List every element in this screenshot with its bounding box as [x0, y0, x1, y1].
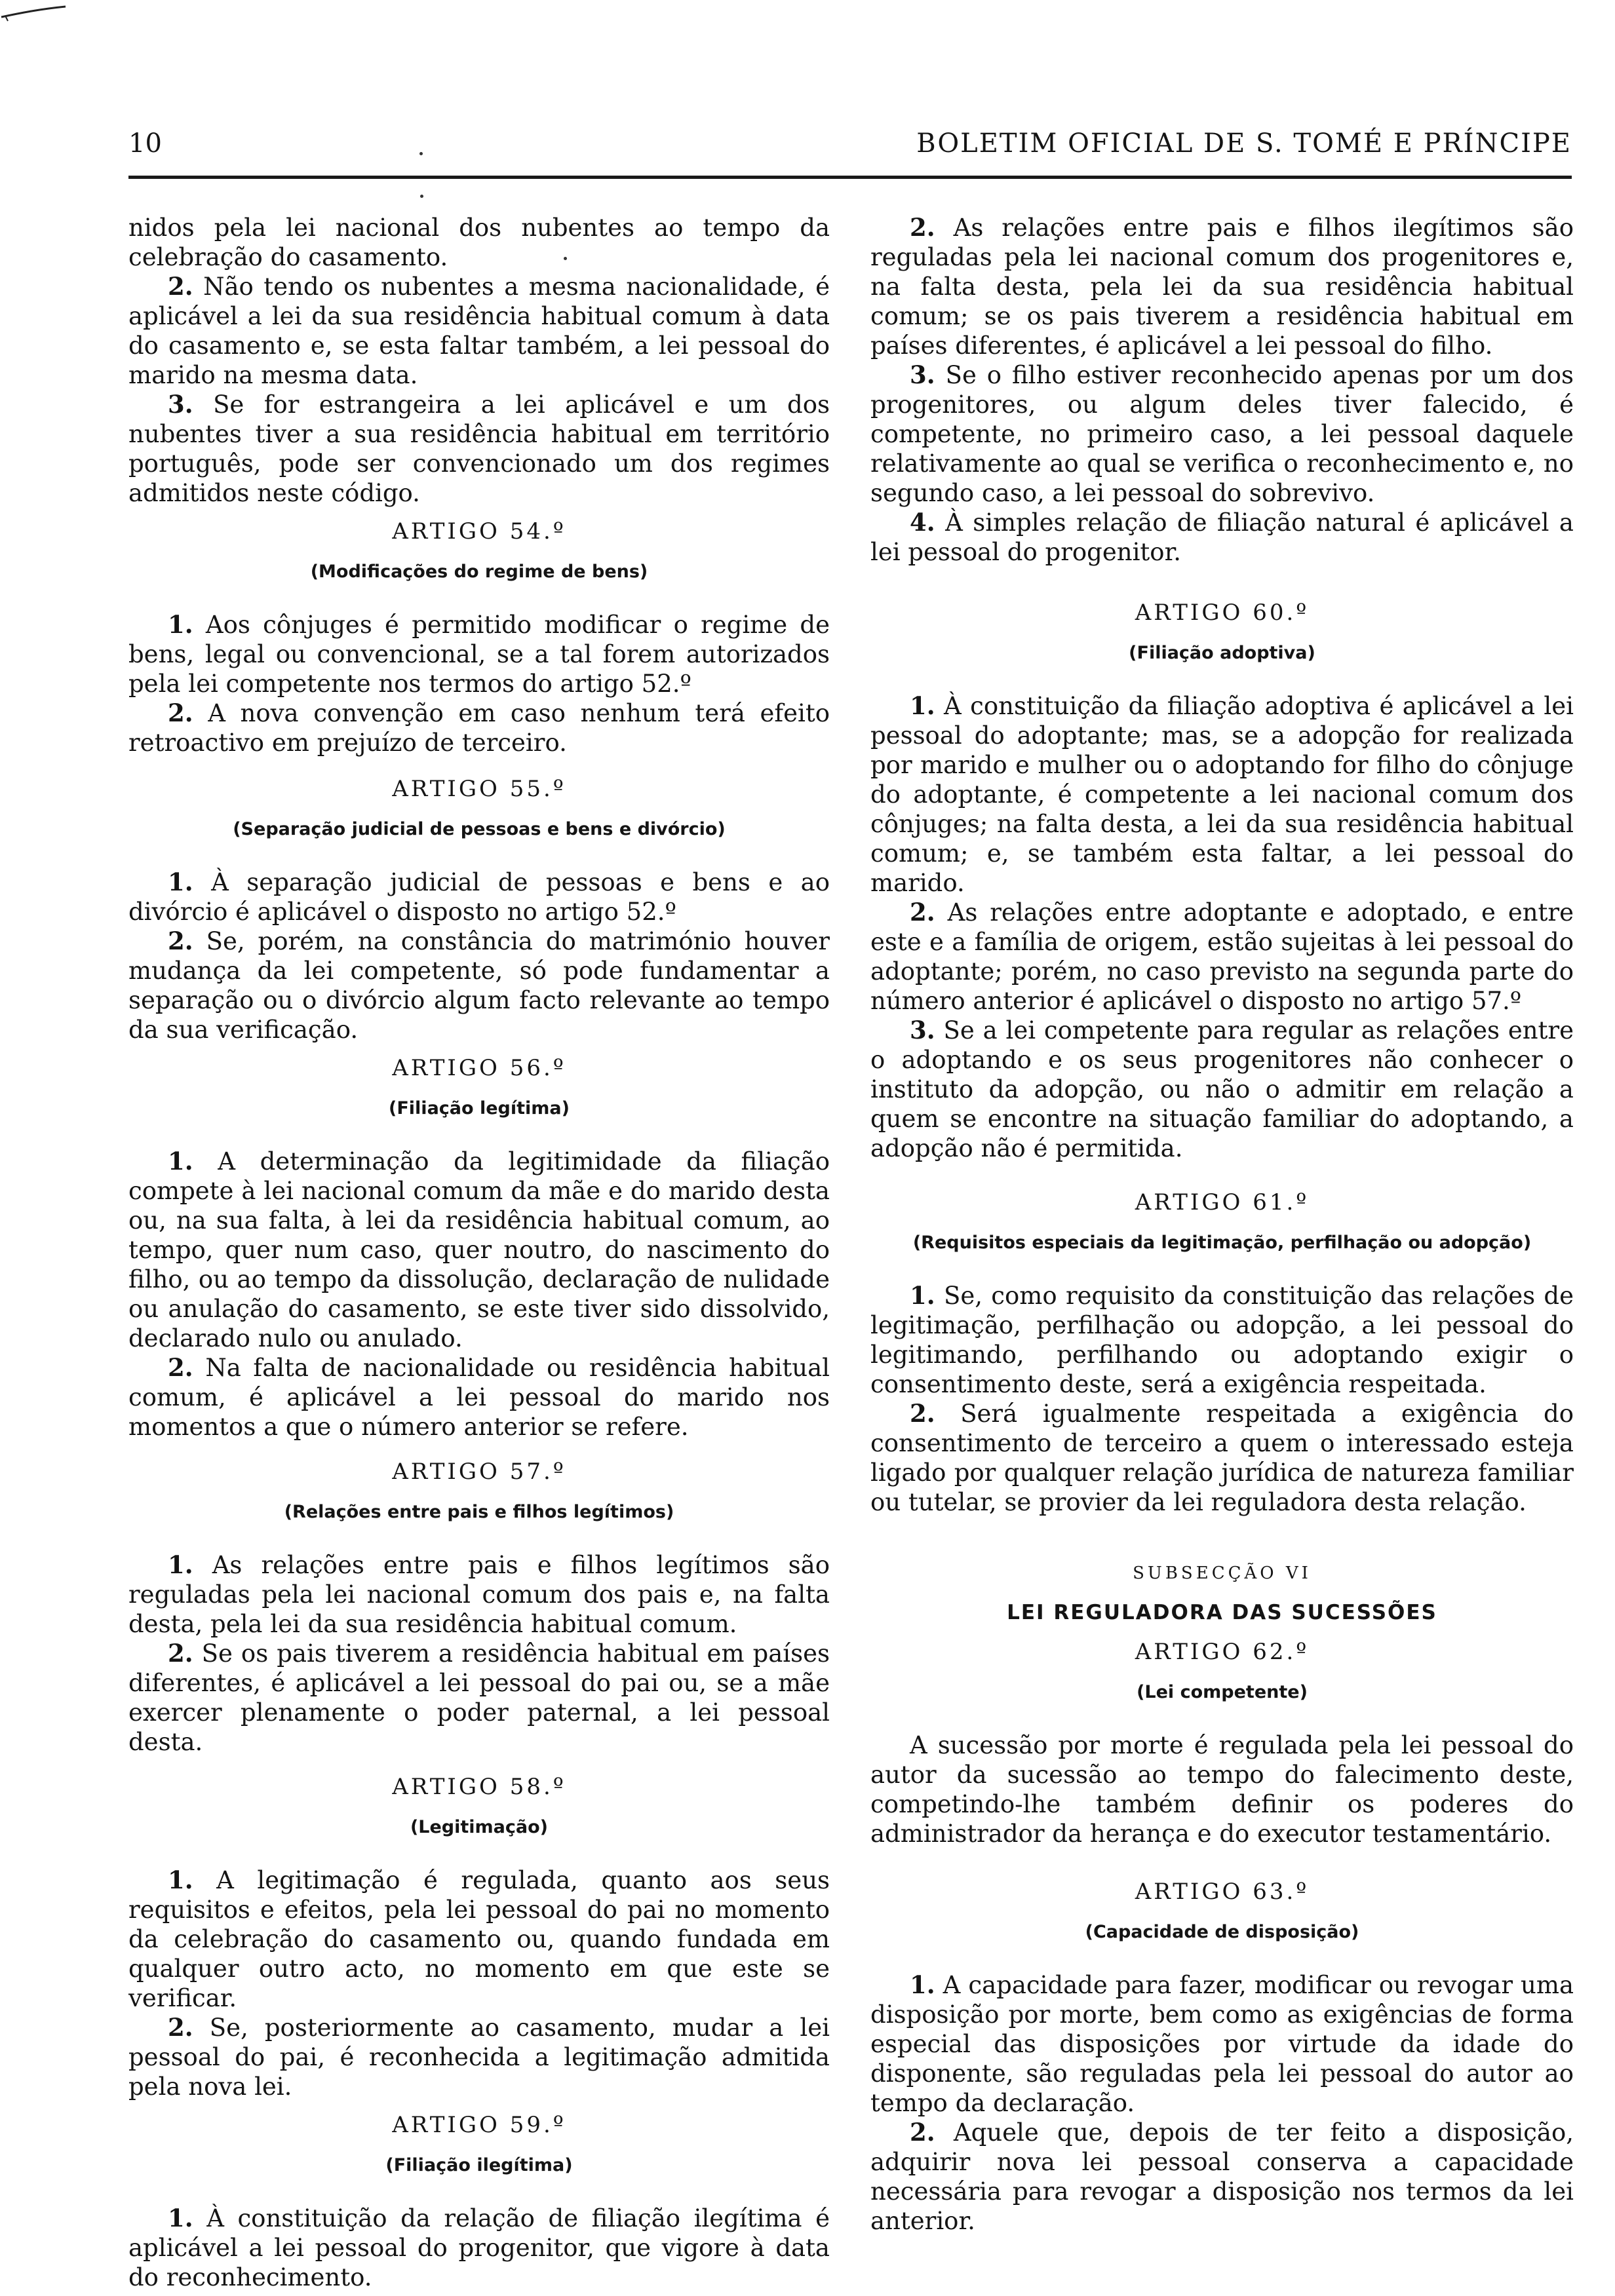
article-title: (Lei competente): [1137, 1682, 1308, 1702]
right-column: [870, 213, 1574, 2236]
article-title: (Modificações do regime de bens): [310, 562, 648, 582]
article-title: (Legitimação): [410, 1817, 549, 1837]
scan-mark: [0, 4, 68, 22]
paragraph: 2. Será igualmente respeitada a exigência do consentimento de terceiro a quem o interessado esteja ligado por qualquer relação jurídica de natureza familiar ou tutelar, se provier da lei reguladora desta relação.: [870, 1399, 1574, 1516]
paragraph: 1. À constituição da filiação adoptiva é aplicável a lei pessoal do adoptante; mas, se a adopção for realizada por marido e mulher ou o adoptando for filho do cônjuge do adoptante, é competente a lei nacional comum dos cônjuges; na falta desta, a lei da sua residência habitual comum; e, se também esta faltar, a lei pessoal do marido.: [870, 691, 1574, 897]
paragraph: 2. Não tendo os nubentes a mesma nacionalidade, é aplicável a lei da sua residência habitual comum à data do casamento e, se esta faltar também, a lei pessoal do marido na mesma data.: [128, 272, 830, 389]
speck: [419, 152, 423, 155]
subsection-label: SUBSECÇÃO VI: [1133, 1563, 1312, 1583]
speck: [420, 195, 423, 198]
paragraph: 2. Se, porém, na constância do matrimónio houver mudança da lei competente, só pode fundamentar a separação ou o divórcio algum facto relevante ao tempo da sua verificação.: [128, 927, 830, 1044]
article-title: (Filiação adoptiva): [1129, 643, 1315, 663]
paragraph: 2. Se, posteriormente ao casamento, mudar a lei pessoal do pai, é reconhecida a legitimação admitida pela nova lei.: [128, 2013, 830, 2101]
paragraph: 1. A capacidade para fazer, modificar ou revogar uma disposição por morte, bem como as exigências de forma especial das disposições por virtude da idade do disponente, são reguladas pela lei pessoal do autor ao tempo da declaração.: [870, 1970, 1574, 2117]
publication-title: BOLETIM OFICIAL DE S. TOMÉ E PRÍNCIPE: [916, 128, 1572, 159]
paragraph: 1. A determinação da legitimidade da filiação compete à lei nacional comum da mãe e do marido desta ou, na sua falta, à lei da residência habitual comum, ao tempo, quer num caso, quer noutro, do nascimento do filho, ou ao tempo da dissolução, declaração de nulidade ou anulação do casamento, se este tiver sido dissolvido, declarado nulo ou anulado.: [128, 1147, 830, 1352]
paragraph: 2. A nova convenção em caso nenhum terá efeito retroactivo em prejuízo de terceiro.: [128, 698, 830, 757]
left-column: [128, 213, 830, 2292]
article-label: ARTIGO 60.º: [1135, 600, 1310, 626]
paragraph: 2. Aquele que, depois de ter feito a disposição, adquirir nova lei pessoal conserva a capacidade necessária para revogar a disposição nos termos da lei anterior.: [870, 2118, 1574, 2235]
paragraph: 1. À separação judicial de pessoas e bens e ao divórcio é aplicável o disposto no artigo 52.º: [128, 868, 830, 926]
article-title: (Filiação ilegítima): [385, 2155, 573, 2175]
paragraph: 3. Se o filho estiver reconhecido apenas por um dos progenitores, ou algum deles tiver falecido, é competente, no primeiro caso, a lei pessoal daquele relativamente ao qual se verifica o reconhecimento e, no segundo caso, a lei pessoal do sobrevivo.: [870, 360, 1574, 507]
article-title: (Relações entre pais e filhos legítimos): [284, 1502, 674, 1522]
article-label: ARTIGO 63.º: [1135, 1879, 1310, 1905]
paragraph: 3. Se a lei competente para regular as relações entre o adoptando e os seus progenitores não conhecer o instituto da adopção, ou não o admitir em relação a quem se encontre na situação familiar do adoptando, a adopção não é permitida.: [870, 1016, 1574, 1162]
paragraph: 1. Aos cônjuges é permitido modificar o regime de bens, legal ou convencional, se a tal forem autorizados pela lei competente nos termos do artigo 52.º: [128, 610, 830, 698]
paragraph: 3. Se for estrangeira a lei aplicável e um dos nubentes tiver a sua residência habitual em território português, pode ser convencionado um dos regimes admitidos neste código.: [128, 390, 830, 507]
page-number: 10: [128, 128, 162, 159]
subsection-title: LEI REGULADORA DAS SUCESSÕES: [1007, 1601, 1437, 1624]
article-label: ARTIGO 62.º: [1135, 1639, 1310, 1665]
paragraph: 2. As relações entre pais e filhos ilegítimos são reguladas pela lei nacional comum dos progenitores e, na falta desta, pela lei da sua residência habitual comum; se os pais tiverem a residência habitual em países diferentes, é aplicável a lei pessoal do filho.: [870, 213, 1574, 360]
article-title: (Filiação legítima): [389, 1098, 570, 1119]
paragraph: 1. À constituição da relação de filiação ilegítima é aplicável a lei pessoal do progenitor, que vigore à data do reconhecimento.: [128, 2204, 830, 2291]
paragraph: 1. A legitimação é regulada, quanto aos seus requisitos e efeitos, pela lei pessoal do pai no momento da celebração do casamento ou, quando fundada em qualquer outro acto, no momento em que este se verificar.: [128, 1866, 830, 2012]
article-label: ARTIGO 54.º: [392, 518, 566, 545]
article-label: ARTIGO 59.º: [392, 2112, 566, 2138]
article-label: ARTIGO 55.º: [392, 776, 566, 802]
paragraph: 4. À simples relação de filiação natural é aplicável a lei pessoal do progenitor.: [870, 508, 1574, 566]
paragraph: 2. As relações entre adoptante e adoptado, e entre este e a família de origem, estão sujeitas à lei pessoal do adoptante; porém, no caso previsto na segunda parte do número anterior é aplicável o disposto no artigo 57.º: [870, 898, 1574, 1015]
article-label: ARTIGO 57.º: [392, 1459, 566, 1485]
article-title: (Capacidade de disposição): [1085, 1922, 1359, 1942]
paragraph: nidos pela lei nacional dos nubentes ao tempo da celebração do casamento.: [128, 214, 830, 271]
paragraph: 2. Se os pais tiverem a residência habitual em países diferentes, é aplicável a lei pessoal do pai ou, se a mãe exercer plenamente o poder paternal, a lei pessoal desta.: [128, 1639, 830, 1756]
article-title: (Requisitos especiais da legitimação, perfilhação ou adopção): [912, 1233, 1532, 1253]
header-rule: [128, 176, 1572, 179]
article-label: ARTIGO 58.º: [392, 1774, 566, 1800]
article-label: ARTIGO 61.º: [1135, 1189, 1310, 1215]
article-title: (Separação judicial de pessoas e bens e divórcio): [233, 819, 726, 839]
paragraph: 1. As relações entre pais e filhos legítimos são reguladas pela lei nacional comum dos pais e, na falta desta, pela lei da sua residência habitual comum.: [128, 1550, 830, 1638]
article-label: ARTIGO 56.º: [392, 1055, 566, 1081]
paragraph: A sucessão por morte é regulada pela lei pessoal do autor da sucessão ao tempo do falecimento deste, competindo-lhe também definir os poderes do administrador da herança e do executor testamentário.: [870, 1731, 1574, 1848]
paragraph: 2. Na falta de nacionalidade ou residência habitual comum, é aplicável a lei pessoal do marido nos momentos a que o número anterior se refere.: [128, 1353, 830, 1441]
paragraph: 1. Se, como requisito da constituição das relações de legitimação, perfilhação ou adopção, a lei pessoal do legitimando, perfilhando ou adoptando exigir o consentimento deste, será a exigência respeitada.: [870, 1281, 1574, 1398]
